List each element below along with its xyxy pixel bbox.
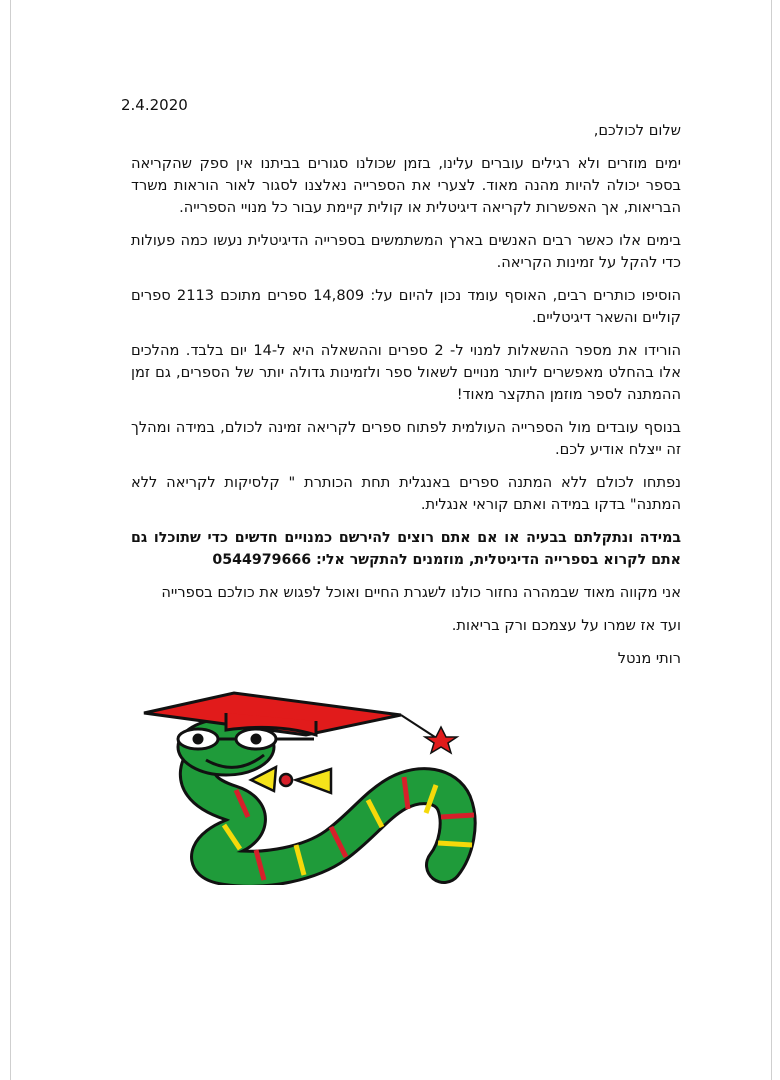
signature: רותי מנטל — [617, 650, 681, 667]
paragraph-1: ימים מוזרים ולא רגילים עוברים עלינו, בזמן שכולנו סגורים בביתנו אין ספק שהקריאה בספר יכולה להיות מהנה מאוד. לצערי את הספרייה נאלצנו לסגור לאור הוראות משרד הבריאות, אך האפשרות לקריאה דיגיטלית או קולית קיימת עבור כל מנויי הספרייה. — [131, 155, 681, 216]
paragraph-5: בנוסף עובדים מול הספרייה העולמית לפתוח ספרים לקריאה זמינה לכולם, במידה ומהלך זה ייצלח אודיע לכם. — [131, 419, 681, 458]
letter-date: 2.4.2020 — [121, 96, 188, 114]
document-page — [10, 0, 772, 1080]
letter-body — [131, 120, 681, 681]
bold-notice: במידה ונתקלתם בבעיה או אם אתם רוצים להירשם כמנויים חדשים כדי שתוכלו גם אתם לקרוא בספרייה הדיגיטלית, מוזמנים להתקשר אלי: 0544979666 — [131, 530, 681, 568]
closing-line: ועד אז שמרו על עצמכם ורק בריאות. — [451, 617, 681, 634]
bookworm-with-graduation-cap-icon — [136, 685, 496, 885]
paragraph-6: נפתחו לכולם ללא המתנה ספרים באנגלית תחת הכותרת " קלסיקות לקריאה ללא המתנה" בדקו במידה ואתם קוראי אנגלית. — [131, 474, 681, 513]
paragraph-3: הוסיפו כותרים רבים, האוסף עומד נכון להיום על: 14,809 ספרים מתוכם 2113 ספרים קוליים והשאר דיגיטליים. — [131, 287, 681, 326]
greeting: שלום לכולכם, — [593, 122, 681, 139]
bow-tie — [251, 767, 331, 793]
hope-paragraph: אני מקווה מאוד שבמהרה נחזור כולנו לשגרת החיים ואוכל לפגוש את כולכם בספרייה — [161, 584, 681, 601]
paragraph-4: הורידו את מספר ההשאלות למנוי ל- 2 ספרים וההשאלה היא ל-14 יום בלבד. מהלכים אלו בהחלט מאפשרים ליותר מנויים לשאול ספר ולזמינות גדולה יותר של הספרים, גם זמן ההמתנה לספר מוזמן התקצר מאוד! — [131, 342, 681, 403]
paragraph-2: בימים אלו כאשר רבים האנשים בארץ המשתמשים בספרייה הדיגיטלית נעשו כמה פעולות כדי להקל על זמינות הקריאה. — [131, 232, 681, 271]
